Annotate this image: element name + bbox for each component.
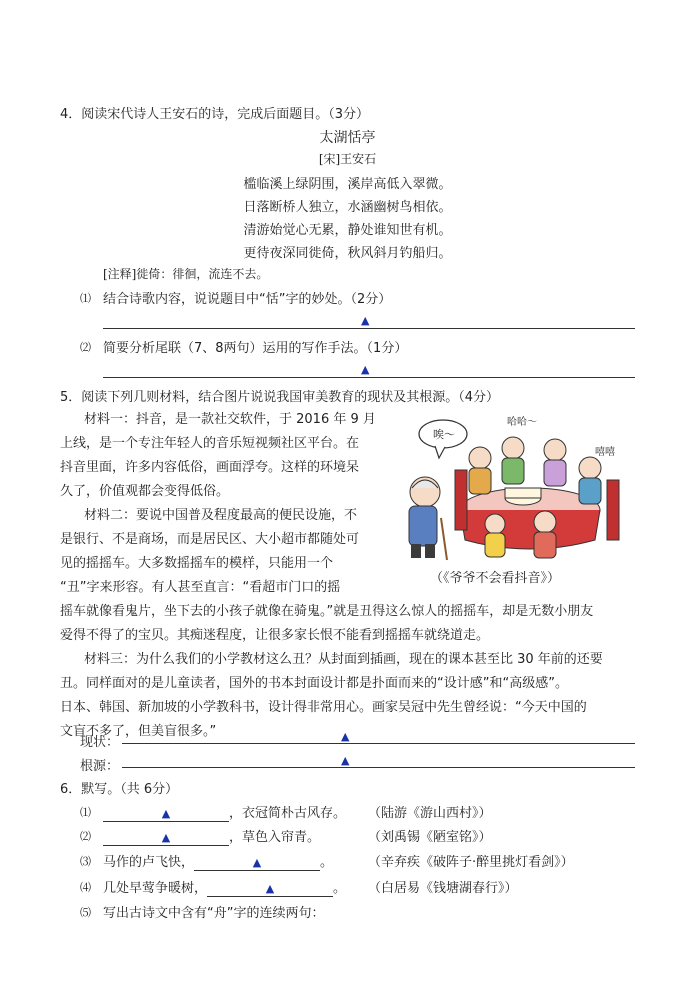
poem-line-4: 更待夜深同徙倚，秋风斜月钓船归。 (243, 246, 452, 261)
q6-item-5: 写出古诗文中含有“舟”字的连续两句： (103, 906, 325, 921)
material-2-line: 是银行、不是商场，而是居民区、大小超市都随处可 (60, 532, 360, 547)
q6-item-3: 马作的卢飞快， ▲ 。 (103, 855, 334, 870)
material-1-line: 材料一：抖音，是一款社交软件，于 2016 年 9 月 (84, 412, 376, 427)
answer-mark: ▲ (341, 730, 350, 743)
answer-line[interactable] (103, 377, 635, 378)
speech-bubble-sigh: 唉～ (433, 428, 455, 441)
q6-source: （辛弃疾《破阵子·醉里挑灯看剑》） (368, 855, 574, 870)
speech-bubble-xixi: 嘻嘻 (595, 447, 615, 458)
status-answer-line[interactable] (122, 743, 635, 744)
fill-blank[interactable]: ▲ (207, 881, 333, 897)
poem-author: [宋]王安石 (318, 152, 377, 166)
fill-blank[interactable]: ▲ (194, 855, 320, 871)
q6-item-number: ⑵ (80, 830, 91, 843)
cartoon-illustration (395, 410, 637, 562)
answer-mark: ▲ (341, 754, 350, 767)
material-3-line: 文盲不多了，但美盲很多。” (60, 724, 217, 739)
q6-heading: 6．默写。（共 6分） (60, 782, 179, 797)
q6-item-number: ⑷ (80, 881, 91, 894)
material-3-line: 丑。同样面对的是儿童读者，国外的书本封面设计都是扑面而来的“设计感”和“高级感”。 (60, 676, 568, 691)
q6-item-number: ⑴ (80, 806, 91, 819)
q4-sub1-number: ⑴ (80, 292, 91, 305)
grandpa-figure (409, 477, 447, 560)
root-label: 根源： (80, 759, 120, 774)
q5-heading: 5．阅读下列几则材料，结合图片说说我国审美教育的现状及其根源。（4分） (60, 390, 500, 405)
illustration-caption: （《爷爷不会看抖音》） (430, 571, 561, 586)
q6-item-1: ▲ ，衣冠简朴古风存。 (103, 802, 346, 822)
material-1-line: 久了，价值观都会变得低俗。 (60, 484, 230, 499)
status-label: 现状： (80, 735, 120, 750)
material-2-line: 见的摇摇车。大多数摇摇车的模样，只能用一个 (60, 556, 334, 571)
fill-blank[interactable]: ▲ (103, 806, 229, 822)
material-1-line: 上线，是一个专注年轻人的音乐短视频社区平台。在 (60, 436, 360, 451)
q6-item-2: ▲ ，草色入帘青。 (103, 826, 320, 846)
q4-sub1-text: 结合诗歌内容，说说题目中“恬”字的妙处。（2分） (103, 292, 392, 307)
poem-line-2: 日落断桥人独立，水涵幽树鸟相依。 (243, 200, 452, 215)
poem-line-1: 槛临溪上绿阴围，溪岸高低入翠微。 (243, 177, 452, 192)
answer-line[interactable] (103, 328, 635, 329)
q6-item-number: ⑶ (80, 855, 91, 868)
material-2-line: “丑”字来形容。有人甚至直言：“看超市门口的摇 (60, 580, 341, 595)
material-2-line: 摇车就像看鬼片，坐下去的小孩子就像在骑鬼。”就是丑得这么惊人的摇摇车，却是无数小朋友 (60, 604, 594, 619)
q6-source: （陆游《游山西村》） (368, 806, 492, 821)
root-answer-line[interactable] (122, 767, 635, 768)
poem-note: [注释]徙倚：徘徊，流连不去。 (103, 267, 269, 281)
answer-mark: ▲ (361, 314, 370, 327)
q6-source: （白居易《钱塘湖春行》） (368, 881, 518, 896)
poem-title: 太湖恬亭 (319, 130, 376, 146)
fill-blank[interactable]: ▲ (103, 830, 229, 846)
q6-item-number: ⑸ (80, 906, 91, 919)
poem-line-3: 清游始觉心无累，静处谁知世有机。 (243, 223, 452, 238)
material-1-line: 抖音里面，许多内容低俗，画面浮夸。这样的环境呆 (60, 460, 360, 475)
answer-mark: ▲ (361, 363, 370, 376)
material-3-line: 日本、韩国、新加坡的小学教科书，设计得非常用心。画家吴冠中先生曾经说：“今天中国的 (60, 700, 587, 715)
speech-bubble-haha: 哈哈～ (507, 417, 537, 428)
q6-item-4: 几处早莺争暖树， ▲ 。 (103, 881, 347, 896)
q6-source: （刘禹锡《陋室铭》） (368, 830, 492, 845)
q4-heading: 4．阅读宋代诗人王安石的诗，完成后面题目。（3分） (60, 107, 370, 122)
material-3-line: 材料三：为什么我们的小学教材这么丑？从封面到插画，现在的课本甚至比 30 年前的还要 (84, 652, 603, 667)
material-2-line: 材料二：要说中国普及程度最高的便民设施，不 (84, 508, 358, 523)
q4-sub2-number: ⑵ (80, 341, 91, 354)
q4-sub2-text: 简要分析尾联（7、8两句）运用的写作手法。（1分） (103, 341, 408, 356)
material-2-line: 爱得不得了的宝贝。其痴迷程度，让很多家长恨不能看到摇摇车就绕道走。 (60, 628, 490, 643)
